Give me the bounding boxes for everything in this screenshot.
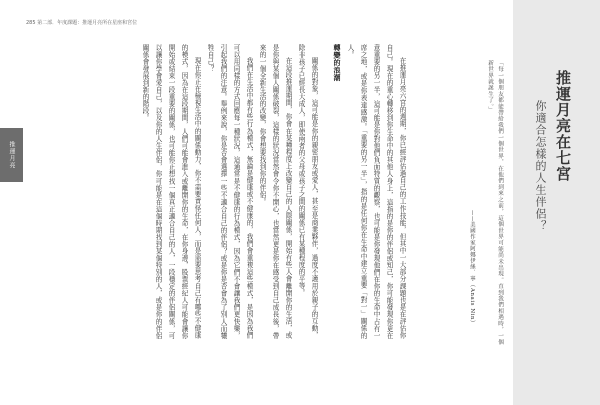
body-paragraph: 在這段推運期間，你會在某種程度上改變自己的人際關係，開始有些人會離開你的生活，或是你與某個人關係破裂，這樣的狀況當然會令你不開心，也當然更是你在感受到自己成長後，帶來的一個全新生活的改變，你會想要找到你的伴侶。 xyxy=(258,44,292,339)
body-paragraph: 我們在生活中都有些行為模式，無論是健康或不健康的，我們會重複這些模式，是因為我們可以用同樣的方式回應每一種狀況，這通常是不健康的行為模式，因為它們不會讓我們更快樂，引起我們的注意。舉例來說，你是否會選擇一些不適合自己的伴侶？或是你是否會為了別人而犧牲自己？ xyxy=(206,44,253,339)
page-header: 285 第二部．年度課題：推運月亮所在星座和宮位 xyxy=(26,20,138,26)
chapter-title-panel xyxy=(513,0,600,405)
side-tab-label: 推運月亮 xyxy=(8,141,15,169)
quote-attribution: ——美國作家阿娜伊絲．寧（Anais Nin） xyxy=(469,210,475,327)
body-paragraph: 現在你正在檢視生活中的關係動力，你不需要責怪任何人，而是需要思考自己有哪些不健康的模式，因為在這段期間，人們可能會進入或離開你的生命，在你身邊，股票經紀人可能會讓你開始或結束一段重要的關係，也可能你正想找一個真正適合自己的人，一段穩定的伴侶關係，可以讓你學會愛自己，以及你的人生伴侶，你可能是在這個時期找到某個特別的人，或是你的伴侶關係會發展到新的階段。 xyxy=(141,44,201,339)
body-paragraph: 關係的對象，這可能是你的親密朋友或愛人，甚至是商業夥伴，過度不適用於親子的互動，除非孩子已經長大成人，即使兩者的父母或孩子之間的關係已有某種程度的平等。 xyxy=(297,44,318,339)
chapter-title: 推運月亮在七宮 xyxy=(554,70,572,182)
quote-text: 「每一個朋友都能帶給我們一個世界，在他們到來之前，這個世界可能尚未出現。直到我們相遇時，一個新世界就誕生了。」 xyxy=(487,60,503,346)
chapter-subtitle: 你適合怎樣的人生伴侶？ xyxy=(534,100,547,232)
section-heading: 轉變的浪潮 xyxy=(333,44,341,81)
side-tab xyxy=(0,128,23,182)
body-paragraph: 在推運月亮六宮的週期，你已經評估過自己的工作技能，但其中一大部分課題也是在評估你自己。現在的重心轉移到你生命中的其他人身上，這指的是你的伴侶或知己，你可能發現你更在意重要的另一半，這可能是你對他們負面特質的觀察，也可能是你發現他們在你的生命中占有一席之地，或是你表達感激。「重要的另一半」，指的是任何你在生命中建立重要「對一」關係的人。 xyxy=(346,44,406,339)
body-text xyxy=(118,44,408,339)
epigraph-quote xyxy=(417,60,505,350)
